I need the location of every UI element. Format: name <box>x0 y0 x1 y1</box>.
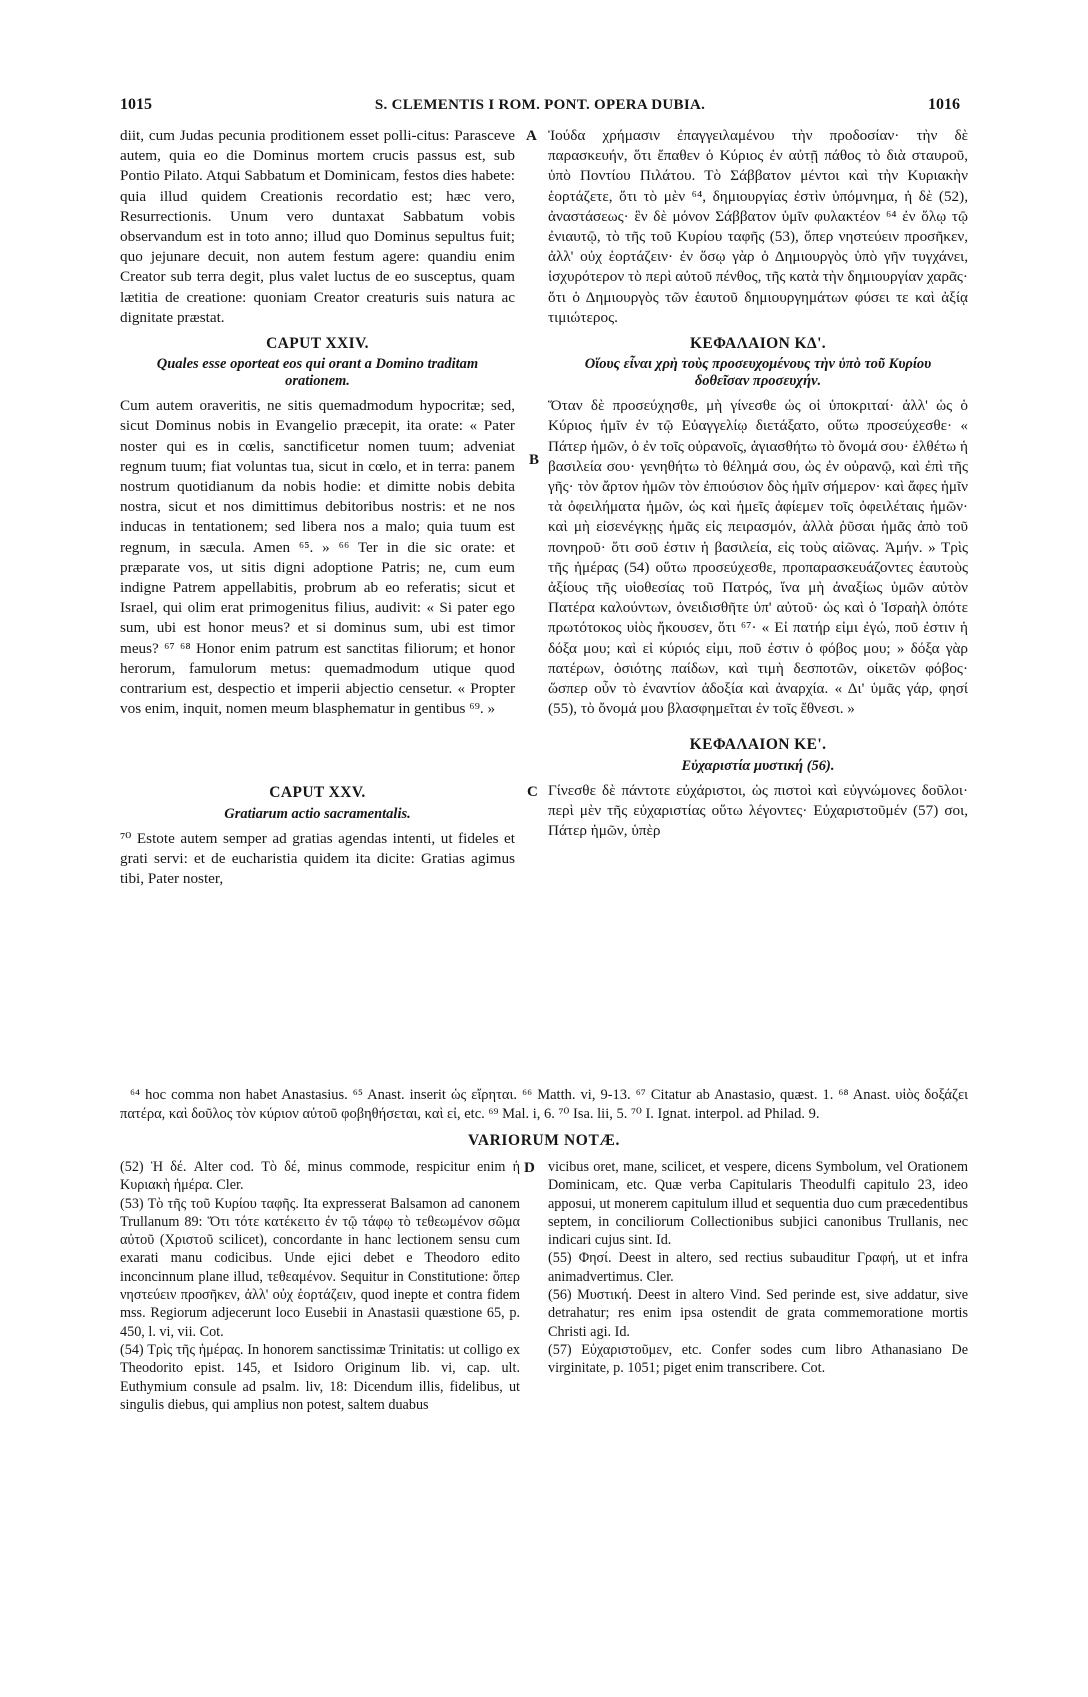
footnotes <box>120 1086 968 1123</box>
latin-column <box>120 126 515 889</box>
footnote-text: ⁶⁴ hoc comma non habet Anastasius. ⁶⁵ Anast. inserit ὡς εἴρηται. ⁶⁶ Matth. vi, 9-13. ⁶⁷ Citatur ab Anastasio, quæst. 1. ⁶⁸ Anast. υἱὸς δοξάζει πατέρα, καὶ δοῦλος τὸν κύριον αὐτοῦ φοβηθήσεται, καὶ εἰ, etc. ⁶⁹ Mal. i, 6. ⁷⁰ Isa. lii, 5. ⁷⁰ I. Ignat. interpol. ad Philad. 9. <box>120 1087 968 1122</box>
margin-marker-c: C <box>527 784 538 800</box>
chapter-heading-latin-24: CAPUT XXIV. <box>266 335 369 353</box>
chapter-subtitle-greek-25: Εὐχαριστία μυστική (56). <box>681 757 835 774</box>
variorum-note: vicibus oret, mane, scilicet, et vespere, dicens Symbolum, vel Orationem Dominicam, etc. Quæ verba Capitularis Theodulfi capitulo 23, ideo apposui, ut monerem capitulum illud et sequentia duo cum præcedentibus septem, in conciliorum Collectionibus subjici canonibus Trullanis, nec indicari cujus sint. Id. <box>548 1159 968 1249</box>
variorum-note: (54) Τρὶς τῆς ἡμέρας. In honorem sanctissimæ Trinitatis: ut colligo ex Theodorito epist. 145, et Isidoro Originum lib. vi, cap. ult. Euthymium consule ad psalm. liv, 18: Dicendum illis, fidelibus, ut singulis diebus, qui amplius non potest, saltem duabus <box>120 1341 520 1413</box>
margin-marker-d: D <box>524 1160 535 1176</box>
chapter-heading-latin-25: CAPUT XXV. <box>269 784 366 802</box>
page-number-right: 1016 <box>927 96 960 113</box>
variorum-note: (57) Εὐχαριστοῦμεν, etc. Confer sodes cum libro Athanasiano De virginitate, p. 1051; piget enim transcribere. Cot. <box>548 1341 968 1377</box>
variorum-notes-left <box>120 1158 520 1414</box>
page-header <box>120 96 960 122</box>
chapter-subtitle-latin-24: Quales esse oporteat eos qui orant a Domino traditam orationem. <box>156 356 479 390</box>
variorum-note: (52) Ἡ δέ. Alter cod. Τὸ δέ, minus commode, respicitur enim ἡ Κυριακὴ ἡμέρα. Cler. <box>120 1159 520 1194</box>
latin-paragraph: Cum autem oraveritis, ne sitis quemadmodum hypocritæ; sed, sicut Dominus nobis in Evangelio præcepit, ita orate: « Pater noster qui es in cœlis, sanctificetur nomen tuum; adveniat regnum tuum; fiat voluntas tua, sicut in cœlo, et in terra: panem nostrum quotidianum da nobis hodie: et dimitte nobis debita nostra, sicut et nos dimittimus debitoribus nostris: et ne nos inducas in tentationem; sed libera nos a malo; quia tuum est regnum, in sæcula. Amen ⁶⁵. » ⁶⁶ Ter in die sic orate: et præparate vos, ut sitis digni adoptione Patris; ne, cum eum indigne Patrem appellabitis, probrum ab eo referatis; sicut et Israel, qui olim erat primogenitus filius, audivit: « Si pater ego sum, ubi est honor meus? et si dominus sum, ubi est timor meus? ⁶⁷ ⁶⁸ Honor enim patrum est sanctitas filiorum; et honor herorum, famulorum metus: quemadmodum utique quod contrarium est, despectio et imperii abjectio censetur. « Propter vos enim, inquit, nomen meum blasphematur in gentibus ⁶⁹. » <box>120 397 515 718</box>
running-title: S. CLEMENTIS I ROM. PONT. OPERA DUBIA. <box>374 97 706 113</box>
variorum-note: (56) Μυστική. Deest in altero Vind. Sed perinde est, sive addatur, sive detrahatur; res enim ipsa ostendit de grata commemoratione mortis Christi agi. Id. <box>548 1287 968 1340</box>
latin-paragraph: ⁷⁰ Estote autem semper ad gratias agendas intenti, ut fideles et grati servi: et de eucharistia quidem ita dicite: Gratias agimus tibi, Pater noster, <box>120 829 515 888</box>
variorum-note: (55) Φησί. Deest in altero, sed rectius subauditur Γραφή, ut et infra animadvertimus. Cler. <box>548 1250 968 1285</box>
greek-column <box>548 126 968 841</box>
chapter-heading-greek-25: ΚΕΦΑΛΑΙΟΝ ΚΕ'. <box>689 736 827 754</box>
margin-marker-a: A <box>526 128 537 144</box>
variorum-notes-right <box>548 1158 968 1378</box>
margin-marker-b: B <box>529 452 540 468</box>
greek-paragraph: Ἰούδα χρήμασιν ἐπαγγειλαμένου τὴν προδοσίαν· τὴν δὲ παρασκευήν, ὅτι ἔπαθεν ὁ Κύριος ἐν αὐτῇ πάθος τὸ διὰ σταυροῦ, ὑπὸ Ποντίου Πιλάτου. Τὸ Σάββατον μέντοι καὶ τὴν Κυριακὴν ἑορτάζετε, ὅτι τὸ μὲν ⁶⁴, δημιουργίας ἐστὶν ὑπόμνημα, ἡ δὲ (52), ἀναστάσεως· ἓν δὲ μόνον Σάββατον ὑμῖν φυλακτέον ⁶⁴ ἐν ὅλῳ τῷ ἐνιαυτῷ, τὸ τῆς τοῦ Κυρίου ταφῆς (53), ὅπερ νηστεύειν προσῆκεν, ἀλλ' οὐχ ἑορτάζειν· ἐν ὅσῳ γὰρ ὁ Δημιουργὸς ὑπὸ γῆν τυγχάνει, ἰσχυρότερον τὸ περὶ αὐτοῦ πένθος, τῆς κατὰ τὴν δημιουργίαν χαρᾶς· ὅτι ὁ Δημιουργὸς τῶν ἑαυτοῦ δημιουργημάτων φύσει τε καὶ ἀξίᾳ τιμιώτερος. <box>548 127 968 326</box>
page-number-left: 1015 <box>120 96 152 113</box>
greek-paragraph: Γίνεσθε δὲ πάντοτε εὐχάριστοι, ὡς πιστοὶ καὶ εὐγνώμονες δοῦλοι· περὶ μὲν τῆς εὐχαριστίας οὕτω λέγοντες· Εὐχαριστοῦμέν (57) σοι, Πάτερ ἡμῶν, ὑπὲρ <box>548 781 968 840</box>
variorum-note: (53) Τὸ τῆς τοῦ Κυρίου ταφῆς. Ita expresserat Balsamon ad canonem Trullanum 89: Ὅτι τότε κατέκειτο ἐν τῷ τάφῳ τὸ τεθεωμένον σῶμα αὐτοῦ (Χριστοῦ scilicet), concordante in hanc lectionem sensu cum exarati manu codicibus. Unde ejici debet e Theodoro edito inconcinnum plane illud, τεθεαμένον. Sequitur in Constitutione: ὅπερ νηστεύειν προσῆκεν, ἀλλ' οὐχ ἑορτάζειν, quod inepte et contra fidem mss. Regiorum adjecerunt loco Eusebii in Anastasii quæstione 65, p. 450, l. vi, vii. Cot. <box>120 1195 520 1340</box>
greek-paragraph: Ὅταν δὲ προσεύχησθε, μὴ γίνεσθε ὡς οἱ ὑποκριταί· ἀλλ' ὡς ὁ Κύριος ἡμῖν ἐν τῷ Εὐαγγελίῳ διετάξατο, οὕτω προσεύχεσθε· « Πάτερ ἡμῶν, ὁ ἐν τοῖς οὐρανοῖς, ἁγιασθήτω τὸ ὄνομά σου· ἐλθέτω ἡ βασιλεία σου· γενηθήτω τὸ θέλημά σου, ὡς ἐν οὐρανῷ, καὶ ἐπὶ τῆς γῆς· τὸν ἄρτον ἡμῶν τὸν ἐπιούσιον δὸς ἡμῖν σήμερον· καὶ ἄφες ἡμῖν τὰ ὀφειλήματα ἡμῶν, ὡς καὶ ἡμεῖς ἀφίεμεν τοῖς ὀφειλέταις ἡμῶν· καὶ μὴ εἰσενέγκῃς ἡμᾶς εἰς πειρασμόν, ἀλλὰ ῥῦσαι ἡμᾶς ἀπὸ τοῦ πονηροῦ· ὅτι σοῦ ἐστιν ἡ βασιλεία, εἰς τοὺς αἰῶνας. Ἀμήν. » Τρὶς τῆς ἡμέρας (54) οὕτω προσεύχεσθε, προπαρασκευάζοντες ἑαυτοὺς ἀξίους τῆς υἱοθεσίας τοῦ Πατρός, ἵνα μὴ ἀναξίως ὑμῶν αὐτὸν Πατέρα καλούντων, ὀνειδισθῆτε ὑπ' αὐτοῦ· ὡς καὶ ὁ Ἰσραὴλ ὁπότε πρωτότοκος υἱὸς ἤκουσεν, ὅτι ⁶⁷· « Εἰ πατήρ εἰμι ἐγώ, ποῦ ἐστιν ἡ δόξα μου; καὶ εἰ κύριός εἰμι, ποῦ ἐστιν ὁ φόβος μου; » δόξα γὰρ πατέρων, ὁσιότης παίδων, καὶ τιμὴ δεσποτῶν, οἰκετῶν φόβος· ὥσπερ οὖν τὸ ἐναντίον ἀδοξία καὶ ἀναρχία. « Δι' ὑμᾶς γάρ, φησί (55), τὸ ὄνομά μου βλασφημεῖται ἐν τοῖς ἔθνεσι. » <box>548 397 968 718</box>
chapter-subtitle-latin-25: Gratiarum actio sacramentalis. <box>224 805 411 822</box>
chapter-subtitle-greek-24: Οἵους εἶναι χρὴ τοὺς προσευχομένους τὴν ὑπὸ τοῦ Κυρίου δοθεῖσαν προσευχήν. <box>584 356 932 390</box>
variorum-notes-heading: VARIORUM NOTÆ. <box>468 1132 620 1149</box>
latin-paragraph: diit, cum Judas pecunia proditionem esset polli-citus: Parasceve autem, quia eo die Dominus mortem crucis passus est, sub Pontio Pilato. Atqui Sabbatum et Dominicam, festos dies habete: quia illud quidem Creationis recordatio est; hæc vero, Resurrectionis. Unum vero duntaxat Sabbatum vobis observandum est in toto anno; illud quo Dominus sepultus fuit; quo jejunare decuit, non autem festum agere: quandiu enim Creator sub terra degit, plus valet luctus de eo susceptus, quam lætitia de creatione: quoniam Creator creaturis suis natura ac dignitate præstat. <box>120 127 515 326</box>
chapter-heading-greek-24: ΚΕΦΑΛΑΙΟΝ ΚΔ'. <box>689 335 827 353</box>
